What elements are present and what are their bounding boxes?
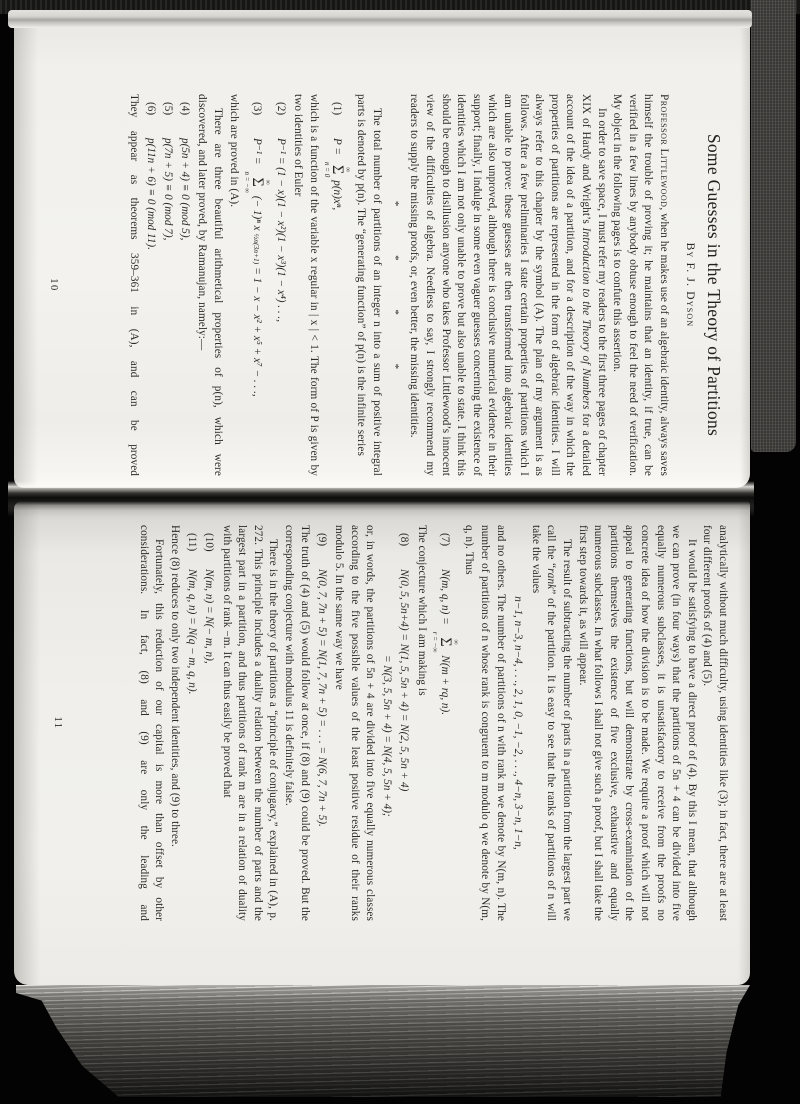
page-11	[14, 501, 750, 985]
page-stack-edge	[16, 985, 750, 1097]
summation-sign: ∞ Σ r = −∞	[430, 631, 460, 653]
formula-1: (1) P = ∞ Σ n = 0 p(n)xⁿ,	[322, 102, 352, 211]
equation-number: (8)	[398, 533, 411, 547]
summation-sign: ∞ Σ n = 0	[322, 161, 352, 178]
formula-5: (5) p(7n + 5) ≡ 0 (mod 7),	[161, 102, 174, 241]
summation-sign: ∞ Σ n = −∞	[242, 171, 272, 193]
paragraph: Fortunately, this reduction of our capital is more than offset by other considerations. In fact, (8) and (9) are only the leading and	[137, 525, 166, 921]
section-break-stars: * * * *	[388, 200, 401, 370]
formula-9: (9) N(0, 7, 7n + 5) = N(1, 7, 7n + 5) = . . . = N(6, 7, 7n + 5).	[315, 533, 328, 827]
formula-7: (7) N(m, q, n) = ∞ Σ r = −∞ N(m + rq, n).	[430, 533, 460, 716]
equation-number: (6)	[144, 102, 157, 116]
paragraph: Hence (8) reduces to only two independent identities, and (9) to three.	[168, 525, 181, 847]
book-title-italic: Introduction to the Theory of Numbers	[580, 227, 593, 410]
formula-6: (6) p(11n + 6) ≡ 0 (mod 11).	[144, 102, 157, 250]
paragraph: There are three beautiful arithmetical properties of p(n), which were discovered, and later proved, by Ramanujan, namely:—	[196, 94, 224, 476]
formula-2: (2) P⁻¹ = (1 − x)(1 − x²)(1 − x³)(1 − x⁴) . . .,	[274, 102, 287, 323]
paragraph: There is in the theory of partitions a “principle of conjugacy,” explained in (A), p. 272. This principle includes a duality relation between the number of parts and the largest part in a partition, and thus partitions of rank m are in a relation of duality with partitions of rank −m. It can thus easily be proved that	[220, 525, 280, 921]
paragraph: and no others. The number of partitions of n with rank m we denote by N(m, n). The number of partitions of n whose rank is congruent to m modulo q we denote by N(m, q, n). Thus	[463, 525, 507, 921]
page-number-10: 10	[48, 278, 59, 292]
paragraph: It would be satisfying to have a direct proof of (4). By this I mean, that although we can prove (in four ways) that the partitions of 5n + 4 can be divided into five equally numerous subclasses, it is unsatisfactory to receive from the proofs no concrete idea of how the division is to be made. We require a proof which will not appeal to generating functions, but will demonstrate by cross-examination of the partitions themselves the existence of five exclusive, exhaustive and equally numerous subclasses. In what follows I shall not give such a proof, but I shall take the first step towards it, as will appear.	[576, 525, 698, 921]
page-10	[14, 10, 750, 488]
paragraph: or, in words, the partitions of 5n + 4 are divided into five equally numerous classes according to the five possible values of the least positive residue of their ranks modulo 5. In the same way we have	[333, 525, 377, 921]
equation-number: (10)	[202, 533, 215, 552]
equation-number: (9)	[315, 533, 328, 547]
paragraph: analytically without much difficulty, using identities like (3); in fact, there are at least four different proofs of (4) and (5).	[701, 525, 729, 921]
paragraph: The total number of partitions of an integer n into a sum of positive integral parts is denoted by p(n). The “generating function” of p(n) is the infinite series	[355, 94, 383, 476]
equation-number: (4)	[178, 102, 191, 116]
equation-number: (3)	[251, 102, 264, 116]
paragraph: which are proved in (A).	[227, 94, 240, 208]
book-cover-cloth-edge	[751, 0, 796, 452]
equation-number: (11)	[185, 533, 198, 552]
underlying-page-edge	[8, 10, 752, 28]
formula-8: (8) N(0, 5, 5n+4) = N(1, 5, 5n + 4) = N(2, 5, 5n + 4)	[398, 533, 411, 792]
equation-number: (7)	[439, 533, 452, 547]
rank-values-line: n−1, n−3, n−4, . . ., 2, 1, 0, −1, −2, . . ., 4−n, 3−n, 1−n,	[512, 596, 525, 850]
article-title: Some Guesses in the Theory of Partitions	[704, 133, 724, 437]
formula-8-continued: = N(3, 5, 5n + 4) = N(4, 5, 5n + 4);	[381, 655, 394, 817]
paragraph: The conjecture which I am making is	[415, 525, 428, 696]
paragraph: The result of subtracting the number of parts in a partition from the largest part we call the “rank” of the partition. It is easy to see that the ranks of partitions of n will take the values	[529, 525, 574, 921]
page-number-11: 11	[52, 716, 63, 730]
formula-4: (4) p(5n + 4) ≡ 0 (mod 5),	[178, 102, 191, 241]
formula-3: (3) P⁻¹ = ∞ Σ n = −∞ (− 1)ⁿ x ½n(3n+1) = 1 − x − x² + x⁵ + x⁷ − . . .,	[242, 102, 272, 397]
equation-number: (2)	[274, 102, 287, 116]
paragraph: In order to save space, I must refer my readers to the first three pages of chapter XIX of Hardy and Wright’s Introduction to the Theory of Numbers for a detailed account of the idea of a partition, and for a description of the way in which the properties of partitions are represented in the form of algebraic identities. I will always refer to this chapter by the symbol (A). The plan of my argument is as follows. After a few preliminaries I state certain properties of partitions which I am unable to prove: these guesses are then transformed into algebraic identities which are also unproved, although there is conclusive numerical evidence in their support; finally, I indulge in some even vaguer guesses concerning the existence of identities which I am not only unable to prove but also unable to state. I think this should be enough to disillusion anyone who takes Professor Littlewood’s innocent view of the difficulties of algebra. Needless to say, I strongly recommend my readers to supply the missing proofs, or, even better, the missing identities.	[408, 94, 608, 476]
equation-number: (1)	[331, 102, 344, 116]
equation-number: (5)	[161, 102, 174, 116]
formula-11: (11) N(m, q, n) = N(q − m, q, n).	[185, 533, 198, 695]
article-byline: By F. J. Dyson	[684, 242, 696, 328]
rank-term-italic: rank	[545, 568, 558, 590]
formula-10: (10) N(m, n) = N(− m, n),	[202, 533, 215, 664]
exponent: ½n(3n+1)	[252, 233, 262, 265]
paragraph: They appear as theorems 359–361 in (A), and can be proved	[127, 94, 140, 476]
paragraph: The truth of (4) and (5) would follow at once, if (8) and (9) could be proved. But the corresponding conjecture with modulus 11 is definitely false.	[282, 525, 311, 921]
paragraph: Professor Littlewood, when he makes use of an algebraic identity, always saves himself the trouble of proving it; he maintains that an identity, if true, can be verified in a few lines by anybody obtuse enough to feel the need of verification. My object in the following pages is to confute this assertion.	[611, 94, 670, 476]
author-smallcaps: Professor Littlewood	[658, 94, 670, 208]
paragraph: which is a function of the variable x regular in | x | < 1. The form of P is given by two identities of Euler	[292, 94, 320, 476]
